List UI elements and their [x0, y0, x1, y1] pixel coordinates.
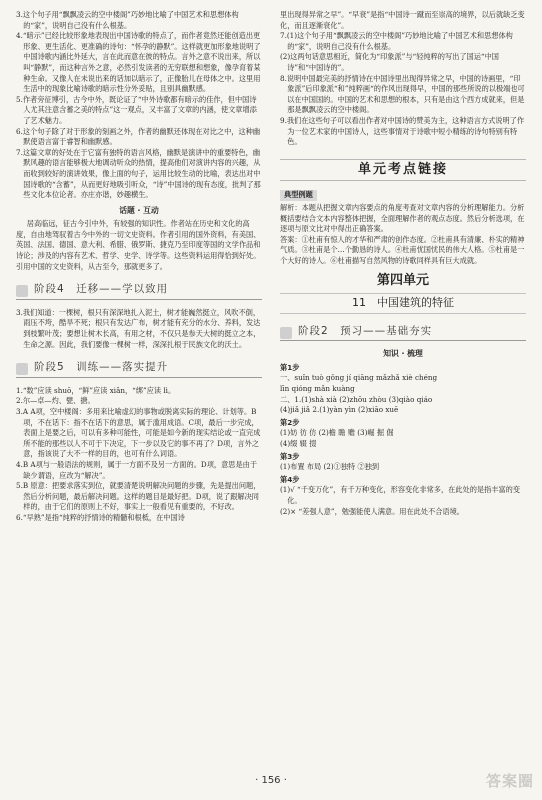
stage-5-answer: 4.B A项与一般语法的规则，属于一方面不及另一方面的。D项，意思是由于缺少谓语，应改为“解决”。	[16, 459, 258, 480]
unit-review-banner: 单元考点链接	[280, 159, 526, 182]
watermark-logo: 答案圈	[485, 772, 534, 790]
lesson-title: 11 中国建筑的特征	[280, 293, 526, 314]
answer-item: 6.这个句子除了对于形象的刻画之外，作者的幽默还体现在对比之中，这种幽默使语言富于睿智和幽默感。	[16, 126, 261, 147]
step-label: 第4步	[280, 474, 300, 484]
stage-5-heading: 阶段5 训练——落实提升	[16, 359, 262, 378]
answer-item: (2)这两句话意思相近，简化为“印象派”与“轻纯粹的写出了国运“中国诗”和“中国诗的”。	[280, 52, 499, 72]
step-line: 一、suǐn tuò gǒng jí qiāng mǎzhǎ xiè chéng	[280, 373, 438, 383]
step-line: 二、1.(1)shà xià (2)zhōu zhòu (3)qiào qiáo	[280, 394, 433, 404]
step-line: līn qióng mǎn kuàng	[280, 384, 355, 394]
step-label: 第1步	[280, 362, 300, 372]
stage-4-answer: 3.我们知道：一棵树，根只有深深地扎入泥土，树才能巍然挺立，风吹不倒，雨压不垮，酷旱不死；根只有发达广布，树才能有充分的水分、养料，发达到枝繁叶茂；要想让树木长高，有用之材，不仅只是参天大树的挺立之本，生命之源。因此，我们要像一棵树一样，深深扎根于民族文化的沃土。	[16, 307, 261, 349]
step-label: 第3步	[280, 451, 300, 461]
stage-5-answer: 3.A A项，空中楼阁：多用来比喻虚幻的事物或脱离实际的理论、计划等。B项，不在话下：指不在话下的意思，属于滥用成语。C项，最后一步完成，表面上是要之后，可以有多种可能性，可能是如今新的现实结论或一直完成所不能的那些以人不可于下决定，下一步以及它的事不再了？D项，言外之意，指该说了大不一样的目的，也可有什么词语。	[16, 407, 261, 459]
answer-item: 3.这个句子用“飘飘凌云的空中楼阁”巧妙地比喻了中国艺术和思想体构的“家”，说明自己没有什么根基。	[16, 10, 239, 30]
answer-item: 7.(1)这个句子用“飘飘凌云的空中楼阁”巧妙地比喻了中国艺术和思想体构的“家”，说明自己没有什么根基。	[280, 31, 513, 51]
answer-item: 4.“暗示”已经比较形象地表现出中国诗歌的特点了，而作者竟然还能创造出更形象、更生活化、更准确的诗句：“怀孕的静默”。这样就更加形象地说明了中国诗歌内涵比外延大，言在此而意在彼的特点。言外之意不说出来，所以叫“静默”，而这种言外之意，必然引发读者的无穷联想和想象，像孕育着某种生命。又像人在未说出来的话加以暗示了，正像胎儿在母体之中。这里用生活中的现象比喻诗歌的暗示性分外妥贴，且别具幽默感。	[16, 31, 261, 94]
answer-item: 9.我们在这些句子可以看出作者对中国诗的赞美为主，这种语言方式说明了作为一位艺术家的中国诗人，这些事情对于诗歌中短小精练的诗句特别有特色。	[280, 115, 525, 147]
step-line: (4)jiǎ jiǎ 2.(1)yàn yìn (2)xiāo xuē	[280, 405, 399, 415]
stage-2-heading: 阶段2 预习——基础夯实	[280, 323, 526, 342]
stage-5-answer: 1.“数”应读 shuō，“鲜”应读 xiǎn，“绑”应读 lì。	[16, 385, 176, 395]
step-line: (1)妨 彷 仿 (2)檐 瞻 赡 (3)崛 掘 倔	[280, 428, 394, 438]
stage-5-answer: 6.“早熟”是指“纯粹的抒情诗的精髓和根柢，在中国诗	[16, 512, 185, 522]
left-column	[16, 10, 262, 524]
example-tag: 典型例题	[280, 190, 317, 201]
step-line: (2)× “差强人意”，勉强能使人满意。用在此处不合语境。	[280, 506, 464, 516]
example-answer: 答案：①杜甫有惊人的才华和严肃的创作态度。②杜甫具有清廉、朴实的精神气质。③杜甫是个…个勤恳的诗人。④杜甫忧国忧民的伟大人格。⑤杜甫是一个大好的诗人。⑥杜甫描写自然风物的诗歌同样具有巨大成就。	[280, 234, 525, 265]
example-analysis: 解析：本题从把握文章内容要点的角度考查对文章内容的分析理解能力。分析概括要结合文本内容整体把握，全面理解作者的观点态度。然后分析选项，在逐项与原文比对中得出正确答案。	[280, 202, 525, 234]
unit-heading: 第四单元	[376, 273, 429, 289]
answer-item: 里出现得异常之早”。“早衰”是指“中国诗一蹴而至崇高的境界，以后就缺乏变化，而且逐渐衰化”。	[280, 10, 525, 30]
page-number: · 156 ·	[255, 775, 287, 786]
step-line: (1)√ “千变万化”，有千万种变化，形容变化非常多，在此处的是指丰富的变化。	[280, 485, 521, 505]
stage-5-answer: 2.尔—卓—灼、甓、搪。	[16, 396, 95, 406]
right-column	[280, 10, 526, 517]
answer-item: 7.这篇文章的好处在于它富有独特的语言风格，幽默是演讲中的重要特色，幽默风趣的语言能够极大地调动听众的热情，提高他们对演讲内容的兴趣，从而收到较好的演讲效果，像上面的句子，运用比较生动的比喻，表达出对中国诗歌的“含蓄”，从而更好地吸引听众，“诗”中国诗的现有态度，批判了那些文化本位论者。亦庄亦谐，妙趣横生。	[16, 147, 261, 200]
stage-5-answer: 5.B 原意：把要求落实到位，就要清楚说明解决问题的步骤，先是提出问题，然后分析问题，最后解决问题。这样的题目是最好把。D项，说了跟解决同样的，由于它们的原则上不好，事实上一般看见有重要的，不好改。	[16, 481, 261, 512]
answer-item: 8.说明中国最完美的抒情诗在中国诗里出现得异常之早，中国的诗画里，“印象派”后印象派“和”纯粹画“的作风出现得早，中国的那些所说的以极端也可以在中国国的。中国的艺术和思想的根本，只有是由这个西方成就来，但是那是飘飘凌云的空中楼阁。	[280, 73, 525, 115]
topic-title: 话题 · 互动	[119, 205, 159, 215]
step-label: 第2步	[280, 417, 300, 427]
step-line: (4)缀 辍 掇	[280, 439, 317, 448]
topic-text: 居高临远，征古今引中外，有较强的知识性。作者站在历史和文化的高度，自由地驾驭着古今中外的一切文史资料。作者引用的国外资料，有美国、英国、法国、德国、意大利、希腊、俄罗斯、捷克乃至印度等国的文学作品和诗论；涉及的内容有艺术、哲学、史学、诗学等。这些资料运用得恰到好处。引用中国的文史资料，从古至今，那就更多了。	[16, 219, 261, 271]
answer-item: 5.作者旁征博引，古今中外，既论证了“中外诗歌都有暗示的佳作，但中国诗人尤其注意含蓄之美的特点”这一观点，又丰富了文章的内涵，使文章增添了艺术魅力。	[16, 94, 257, 125]
stage-4-heading: 阶段4 迁移——学以致用	[16, 281, 262, 300]
knowledge-subtitle: 知识 · 梳理	[383, 349, 423, 359]
step-line: (1)布置 布局 (2)①独特 ②独到	[280, 462, 380, 472]
